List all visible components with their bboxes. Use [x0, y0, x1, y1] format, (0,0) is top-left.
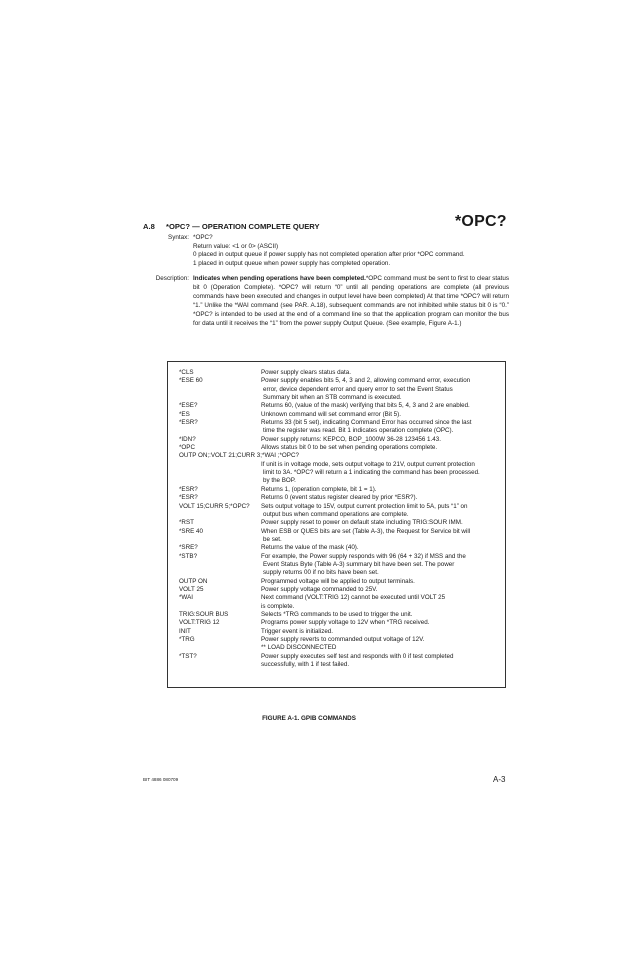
description-line: Power supply voltage commanded to 25V. — [261, 585, 378, 593]
command-text: *CLS — [179, 369, 194, 376]
command-row — [179, 553, 503, 578]
command-row — [179, 436, 503, 444]
command-row — [179, 586, 503, 594]
command-text: OUTP ON;:VOLT 21;CURR 3;*WAI ;*OPC? — [179, 452, 299, 460]
command-description — [261, 619, 503, 627]
command-description — [261, 636, 503, 653]
description-line: Returns 33 (bit 5 set), indicating Command Error has occurred since the last — [261, 419, 472, 427]
command-row — [179, 411, 503, 419]
description-lead: Indicates when pending operations have been completed. — [193, 275, 366, 282]
command-text — [179, 461, 261, 486]
command-row — [179, 486, 503, 494]
description-line: time the register was read. Bit 1 indicates operation complete (OPC). — [263, 427, 454, 435]
command-description — [261, 494, 503, 502]
description-line: Power supply executes self test and responds with 0 if test completed — [261, 652, 454, 660]
command-text: *IDN? — [179, 435, 196, 443]
command-text: *ESR? — [179, 485, 198, 493]
command-description — [261, 503, 503, 520]
description-line: Sets output voltage to 15V, output current protection limit to 5A, puts “1” on — [261, 502, 468, 510]
command-row — [179, 519, 503, 527]
command-text: INIT — [179, 627, 191, 635]
command-row — [179, 628, 503, 636]
command-text: OUTP ON — [179, 577, 208, 585]
description-line: Trigger event is initialized. — [261, 627, 334, 635]
command-text: TRIG:SOUR BUS — [179, 610, 229, 618]
syntax-label: Syntax: — [168, 234, 189, 241]
command-row — [179, 419, 503, 436]
command-text: *ESR? — [179, 494, 198, 502]
description-line: output bus when command operations are complete. — [263, 510, 409, 518]
command-text: *RST — [179, 519, 194, 527]
description-line: If unit is in voltage mode, sets output voltage to 21V, output current protection — [261, 460, 475, 468]
command-description — [261, 653, 503, 670]
command-text: *ESE 60 — [179, 377, 203, 385]
command-text: VOLT 25 — [179, 585, 204, 593]
command-description — [261, 586, 503, 594]
description-line: is complete. — [261, 602, 295, 610]
command-row — [179, 653, 503, 670]
command-text: *ES — [179, 410, 190, 418]
description-line: Selects *TRG commands to be used to trigger the unit. — [261, 610, 413, 618]
description-line: Allows status bit 0 to be set when pending operations complete. — [261, 444, 438, 452]
description-line: Programmed voltage will be applied to output terminals. — [261, 577, 415, 585]
command-description — [261, 544, 503, 552]
command-text: *TST? — [179, 652, 197, 660]
syntax-block — [193, 234, 513, 268]
description-line: Summary bit when an STB command is executed. — [263, 394, 402, 402]
command-description — [261, 519, 503, 527]
figure-caption: FIGURE A-1. GPIB COMMANDS — [262, 715, 356, 722]
command-text: *ESE? — [179, 402, 198, 410]
description-line: Power supply clears status data. — [261, 369, 351, 376]
command-row — [179, 452, 503, 460]
description-line: by the BOP. — [263, 477, 296, 485]
description-line: Power supply returns: KEPCO, BOP_1000W 36-28 123456 1.43. — [261, 435, 441, 443]
command-text: VOLT 15;CURR 5;*OPC? — [179, 502, 250, 510]
description-line: Power supply reset to power on default state including TRIG:SOUR IMM. — [261, 519, 463, 527]
syntax-line: Return value: <1 or 0> (ASCII) — [193, 242, 279, 250]
description-line: limit to 3A. *OPC? will return a 1 indicating the command has been processed. — [263, 469, 480, 477]
command-text: *SRE 40 — [179, 527, 203, 535]
command-row — [179, 494, 503, 502]
command-description — [261, 402, 503, 410]
command-table — [179, 369, 503, 669]
description-line: Returns 1, (operation complete, bit 1 = 1). — [261, 485, 377, 493]
command-description — [261, 528, 503, 545]
description-line: For example, the Power supply responds with 96 (64 + 32) if MSS and the — [261, 552, 466, 560]
command-row — [179, 369, 503, 377]
command-text: *ESR? — [179, 419, 198, 427]
description-line: Unknown command will set command error (Bit 5). — [261, 410, 401, 418]
command-description — [261, 444, 503, 452]
description-line: Returns 60, (value of the mask) verifying that bits 5, 4, 3 and 2 are enabled. — [261, 402, 470, 410]
command-row — [179, 594, 503, 611]
description-line: supply returns 00 if no bits have been set. — [263, 569, 379, 577]
section-title: *OPC? — OPERATION COMPLETE QUERY — [166, 222, 320, 231]
description-line: Event Status Byte (Table A-3) summary bit have been set. The power — [263, 560, 455, 568]
command-description — [261, 628, 503, 636]
command-text: *SRE? — [179, 544, 198, 552]
command-description — [261, 411, 503, 419]
command-description — [261, 419, 503, 436]
description-line: Power supply reverts to commanded output voltage of 12V. — [261, 636, 425, 643]
page-number: A-3 — [493, 775, 506, 784]
description-line: be set. — [263, 535, 282, 543]
command-row — [179, 619, 503, 627]
description-line: Programs power supply voltage to 12V when *TRG received. — [261, 619, 430, 627]
description-line: When ESB or QUES bits are set (Table A-3), the Request for Service bit will — [261, 527, 471, 535]
command-text: *WAI — [179, 594, 194, 602]
syntax-line: 0 placed in output queue if power supply has not completed operation after prior *OPC command. — [193, 251, 465, 259]
command-description — [261, 486, 503, 494]
description-line: successfully, with 1 if test failed. — [261, 661, 350, 669]
command-row — [179, 544, 503, 552]
command-description — [261, 377, 503, 402]
section-number: A.8 — [143, 222, 155, 231]
command-text: *STB? — [179, 552, 198, 560]
document-id: BIT 4886 080709 — [143, 777, 179, 782]
command-description — [261, 611, 503, 619]
command-row — [179, 461, 503, 486]
command-description — [261, 594, 503, 611]
command-row — [179, 377, 503, 402]
description-text: *OPC command must be sent to first to clear status bit 0 (Operation Complete). *OPC? will return “0” until all pending operations are complete (all previous commands have been executed and changes in output level have been completed) At that time *OPC? will return “1.” Unlike the *WAI command (see PAR. A.18), subsequent commands are not inhibited while status bit 0 is “0.” *OPC? is intended to be used at the end of a command line so that the application program can monitor the bus for data until it receives the “1” from the power supply Output Queue. (See example, Figure A-1.) — [193, 275, 509, 327]
command-description — [261, 553, 503, 578]
command-heading: *OPC? — [455, 213, 507, 230]
command-description — [261, 436, 503, 444]
description-line: Returns 0 (event status register cleared by prior *ESR?). — [261, 494, 418, 502]
command-description — [261, 461, 503, 486]
command-text: *OPC — [179, 444, 195, 452]
description-paragraph — [193, 275, 509, 328]
command-row — [179, 578, 503, 586]
description-line: error, device dependent error and query error to set the Event Status — [263, 385, 453, 393]
command-row — [179, 528, 503, 545]
syntax-line: *OPC? — [193, 234, 213, 241]
command-row — [179, 503, 503, 520]
description-label: Description: — [155, 275, 189, 282]
description-line: Power supply enables bits 5, 4, 3 and 2, allowing command error, execution — [261, 377, 471, 385]
command-row — [179, 611, 503, 619]
command-row — [179, 444, 503, 452]
command-description — [261, 578, 503, 586]
description-line: Next command (VOLT:TRIG 12) cannot be executed until VOLT 25 — [261, 594, 446, 602]
command-text: *TRG — [179, 636, 195, 643]
command-text: VOLT:TRIG 12 — [179, 619, 220, 627]
syntax-line: 1 placed in output queue when power supply has completed operation. — [193, 259, 391, 267]
command-row — [179, 402, 503, 410]
command-description — [261, 369, 503, 377]
gpib-commands-figure — [167, 361, 506, 688]
command-row — [179, 636, 503, 653]
description-line: Returns the value of the mask (40). — [261, 544, 359, 552]
description-line: ** LOAD DISCONNECTED — [261, 644, 337, 652]
